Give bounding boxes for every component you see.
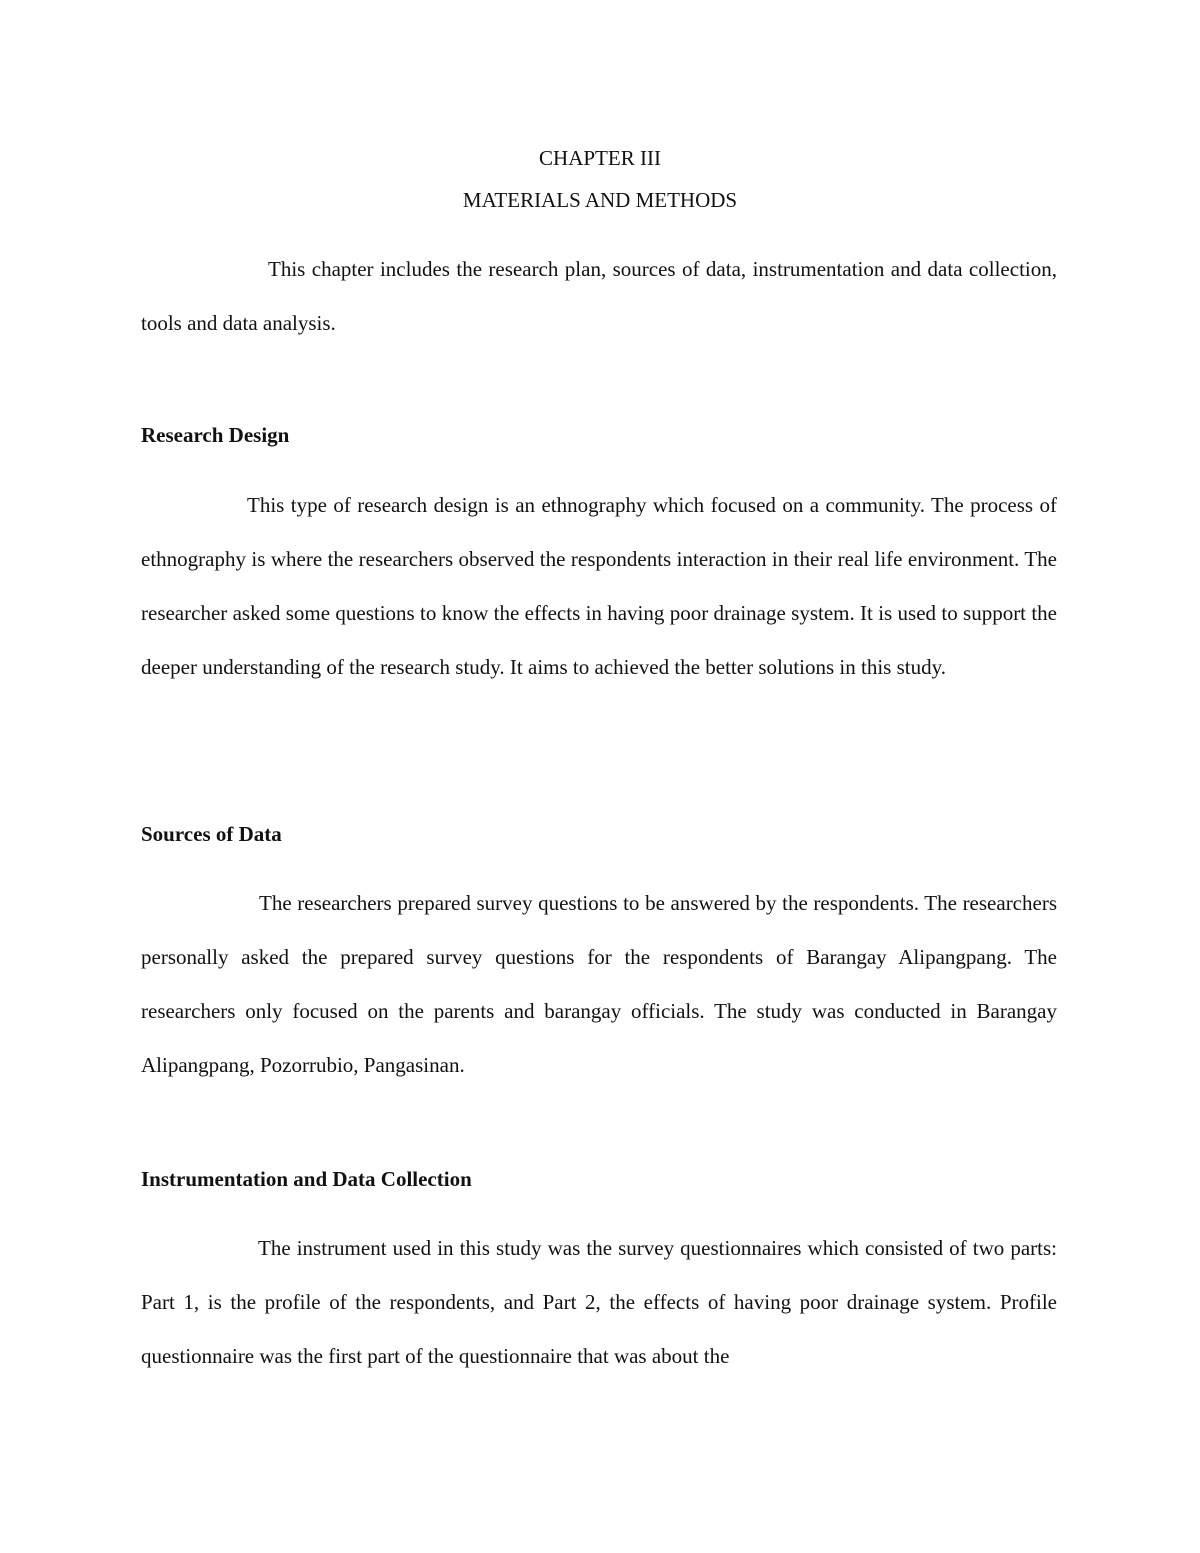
section-body-research-design: This type of research design is an ethnography which focused on a community. The process of ethnography is where the researchers observed the respondents interaction in their real life environment. The researcher asked some questions to know the effects in having poor drainage system. It is used to support the deeper understanding of the research study. It aims to achieved the better solutions in this study. (141, 493, 1057, 679)
section-heading-research-design: Research Design (141, 423, 290, 447)
section-heading-sources-of-data: Sources of Data (141, 822, 282, 846)
section-heading-instrumentation: Instrumentation and Data Collection (141, 1167, 472, 1191)
section-body-instrumentation: The instrument used in this study was the survey questionnaires which consisted of two parts: Part 1, is the profile of the respondents, and Part 2, the effects of having poor drainage system. Profile questionnaire was the first part of the questionnaire that was about the (141, 1236, 1057, 1368)
intro-paragraph: This chapter includes the research plan, sources of data, instrumentation and data collection, tools and data analysis. (141, 257, 1057, 335)
chapter-label: CHAPTER III (539, 146, 661, 170)
chapter-title: MATERIALS AND METHODS (462, 188, 738, 212)
section-body-sources-of-data: The researchers prepared survey questions to be answered by the respondents. The researchers personally asked the prepared survey questions for the respondents of Barangay Alipangpang. The researchers only focused on the parents and barangay officials. The study was conducted in Barangay Alipangpang, Pozorrubio, Pangasinan. (141, 891, 1057, 1077)
